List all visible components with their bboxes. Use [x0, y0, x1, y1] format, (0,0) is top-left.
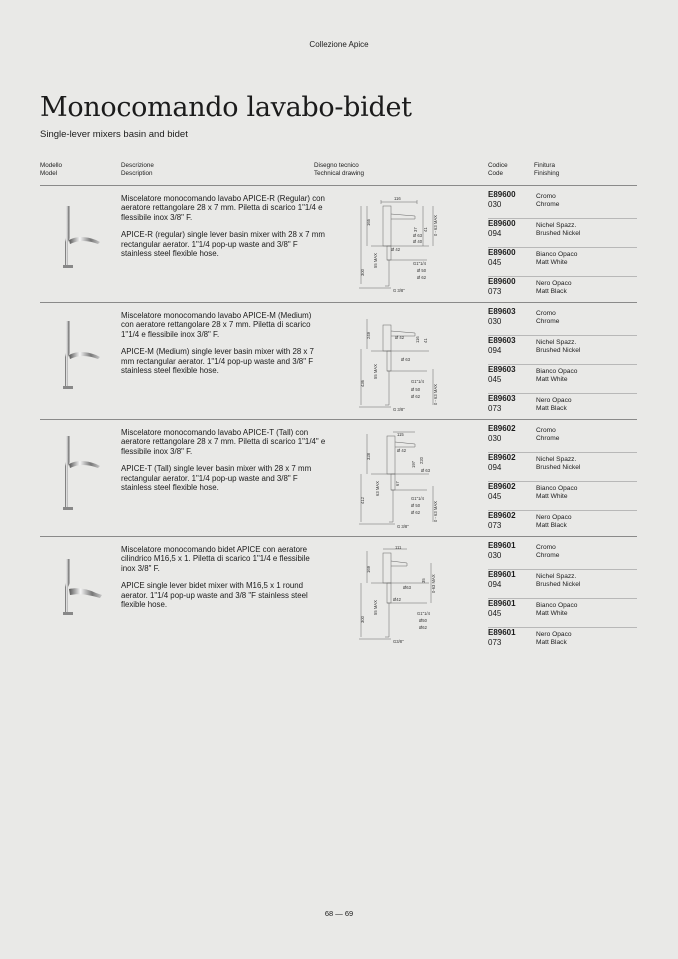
dim-label: Ø63: [403, 585, 411, 590]
dim-label: 0 - 63 MAX: [433, 384, 438, 405]
dim-label: 41: [423, 338, 428, 343]
dim-label: G 3/8": [393, 407, 405, 412]
column-header-code: Codice Code: [488, 162, 508, 177]
column-header-description: Descrizione Description: [121, 162, 154, 177]
product-description: [121, 545, 326, 617]
dim-label: 328: [366, 453, 371, 460]
dim-label: 197: [411, 461, 416, 468]
faucet-image: [56, 555, 112, 619]
faucet-image: [56, 202, 112, 272]
code-entry: E89602 094 Nichel Spazz. Brushed Nickel: [488, 453, 637, 482]
dim-label: 55 MAX: [373, 364, 378, 379]
code-entry: E89602 030 Cromo Chrome: [488, 424, 637, 453]
description-italian: Miscelatore monocomando bidet APICE con aeratore cilindrico M16,5 x 1. Piletta di scarico 1"1/4 e flessibile inox 3/8" F.: [121, 545, 310, 573]
header-divider: [40, 185, 637, 186]
code-entry: E89600 094 Nichel Spazz. Brushed Nickel: [488, 219, 637, 248]
dim-label: 55 MAX: [373, 253, 378, 268]
dim-label: Ø 42: [391, 247, 401, 252]
dim-label: 41: [423, 227, 428, 232]
product-description: [121, 311, 326, 383]
dim-label: G 3/8": [397, 524, 409, 529]
dim-label: G1"1/4: [411, 379, 424, 384]
dim-label: Ø 63: [421, 468, 431, 473]
code-entry: E89603 094 Nichel Spazz. Brushed Nickel: [488, 336, 637, 365]
dim-label: Ø 62: [411, 394, 421, 399]
dim-label: Ø 63: [413, 233, 423, 238]
technical-drawing: [357, 543, 447, 647]
dim-label: 55 MAX: [373, 600, 378, 615]
dim-label: Ø 50: [411, 503, 421, 508]
dim-label: 0 - 63 MAX: [433, 215, 438, 236]
code-entry: E89600 073 Nero Opaco Matt Black: [488, 277, 572, 296]
dim-label: 111: [395, 545, 402, 550]
page-subtitle: Single-lever mixers basin and bidet: [40, 129, 188, 140]
dim-label: Ø 50: [411, 387, 421, 392]
description-english: APICE-M (Medium) single lever basin mixer with 28 x 7 mm rectangular aerator. 1"1/4 pop-up waste and 3/8" F stainless steel flexible hose.: [121, 347, 314, 376]
description-english: APICE-R (regular) single lever basin mixer with 28 x 7 mm rectangular aerator. 1"1/4 pop-up waste and 3/8" F stainless steel flexible hose.: [121, 230, 325, 259]
column-header-drawing: Disegno tecnico Technical drawing: [314, 162, 365, 177]
code-entry: E89601 030 Cromo Chrome: [488, 541, 637, 570]
code-entry: E89601 045 Bianco Opaco Matt White: [488, 599, 637, 628]
dim-label: G3/8": [393, 639, 404, 644]
dim-label: 412: [360, 497, 365, 504]
dim-label: 115: [397, 432, 404, 437]
collection-name: Collezione Apice: [309, 40, 369, 49]
code-entry: E89602 045 Bianco Opaco Matt White: [488, 482, 637, 511]
dim-label: Ø 62: [417, 275, 427, 280]
faucet-image: [56, 432, 112, 512]
dim-label: G1"1/4: [413, 261, 426, 266]
dim-label: G 3/8": [393, 288, 405, 293]
dim-label: Ø 42: [397, 448, 407, 453]
dim-label: Ø 42: [395, 335, 405, 340]
dim-label: 116: [415, 336, 420, 343]
dim-label: 67: [395, 481, 400, 486]
dim-label: 300: [360, 269, 365, 276]
dim-label: 165: [366, 219, 371, 226]
product-description: [121, 194, 326, 266]
product-description: [121, 428, 326, 500]
description-italian: Miscelatore monocomando lavabo APICE-M (Medium) con aeratore rettangolare 28 x 7 mm. Piletta di scarico 1"1/4 e flessibile inox 3/8" F.: [121, 311, 312, 339]
code-entry: E89603 073 Nero Opaco Matt Black: [488, 394, 572, 413]
code-entry: E89600 045 Bianco Opaco Matt White: [488, 248, 637, 277]
faucet-image: [56, 317, 112, 391]
dim-label: G1"1/4: [411, 496, 424, 501]
code-entry: E89603 030 Cromo Chrome: [488, 307, 637, 336]
dim-label: Ø 62: [411, 510, 421, 515]
dim-label: G1"1/4: [417, 611, 430, 616]
page-title: Monocomando lavabo-bidet: [40, 92, 412, 123]
code-entry: E89600 030 Cromo Chrome: [488, 190, 637, 219]
dim-label: 37: [413, 227, 418, 232]
code-entry: E89601 073 Nero Opaco Matt Black: [488, 628, 572, 647]
code-entry: E89602 073 Nero Opaco Matt Black: [488, 511, 572, 530]
dim-label: 169: [366, 566, 371, 573]
column-header-finishing: Finitura Finishing: [534, 162, 560, 177]
technical-drawing: [357, 192, 447, 296]
dim-label: 63 MAX: [375, 481, 380, 496]
dim-label: Ø 63: [401, 357, 411, 362]
dim-label: 0-63 MAX: [431, 574, 436, 593]
code-entry: E89601 094 Nichel Spazz. Brushed Nickel: [488, 570, 637, 599]
code-entry: E89603 045 Bianco Opaco Matt White: [488, 365, 637, 394]
dim-label: 35: [421, 578, 426, 583]
dim-label: 300: [360, 616, 365, 623]
description-italian: Miscelatore monocomando lavabo APICE-T (Tall) con aeratore rettangolare 28 x 7 mm. Piletta di scarico 1"1/4" e flessibile inox 3/8" F.: [121, 428, 326, 456]
description-english: APICE-T (Tall) single lever basin mixer with 28 x 7 mm rectangular aerator. 1"1/4 pop-up waste and 3/8" F stainless steel flexible hose.: [121, 464, 312, 493]
dim-label: 116: [394, 196, 401, 201]
description-english: APICE single lever bidet mixer with M16,5 x 1 round aerator. 1"1/4 pop-up waste and 3/8 "F stainless steel flexible hose.: [121, 581, 308, 610]
dim-label: 436: [360, 380, 365, 387]
dim-label: Ø50: [419, 618, 427, 623]
page-number: 68 — 69: [324, 909, 354, 918]
dim-label: 0 - 63 MAX: [433, 501, 438, 522]
dim-label: Ø 40: [413, 239, 423, 244]
technical-drawing: [357, 426, 447, 530]
column-header-model: Modello Model: [40, 162, 63, 177]
dim-label: Ø42: [393, 597, 401, 602]
dim-label: Ø62: [419, 625, 427, 630]
description-italian: Miscelatore monocomando lavabo APICE-R (Regular) con aeratore rettangolare 28 x 7 mm. Piletta di scarico 1"1/4 e flessibile inox 3/8" F.: [121, 194, 325, 222]
dim-label: 249: [366, 332, 371, 339]
technical-drawing: [357, 309, 447, 413]
dim-label: 220: [419, 457, 424, 464]
dim-label: Ø 50: [417, 268, 427, 273]
